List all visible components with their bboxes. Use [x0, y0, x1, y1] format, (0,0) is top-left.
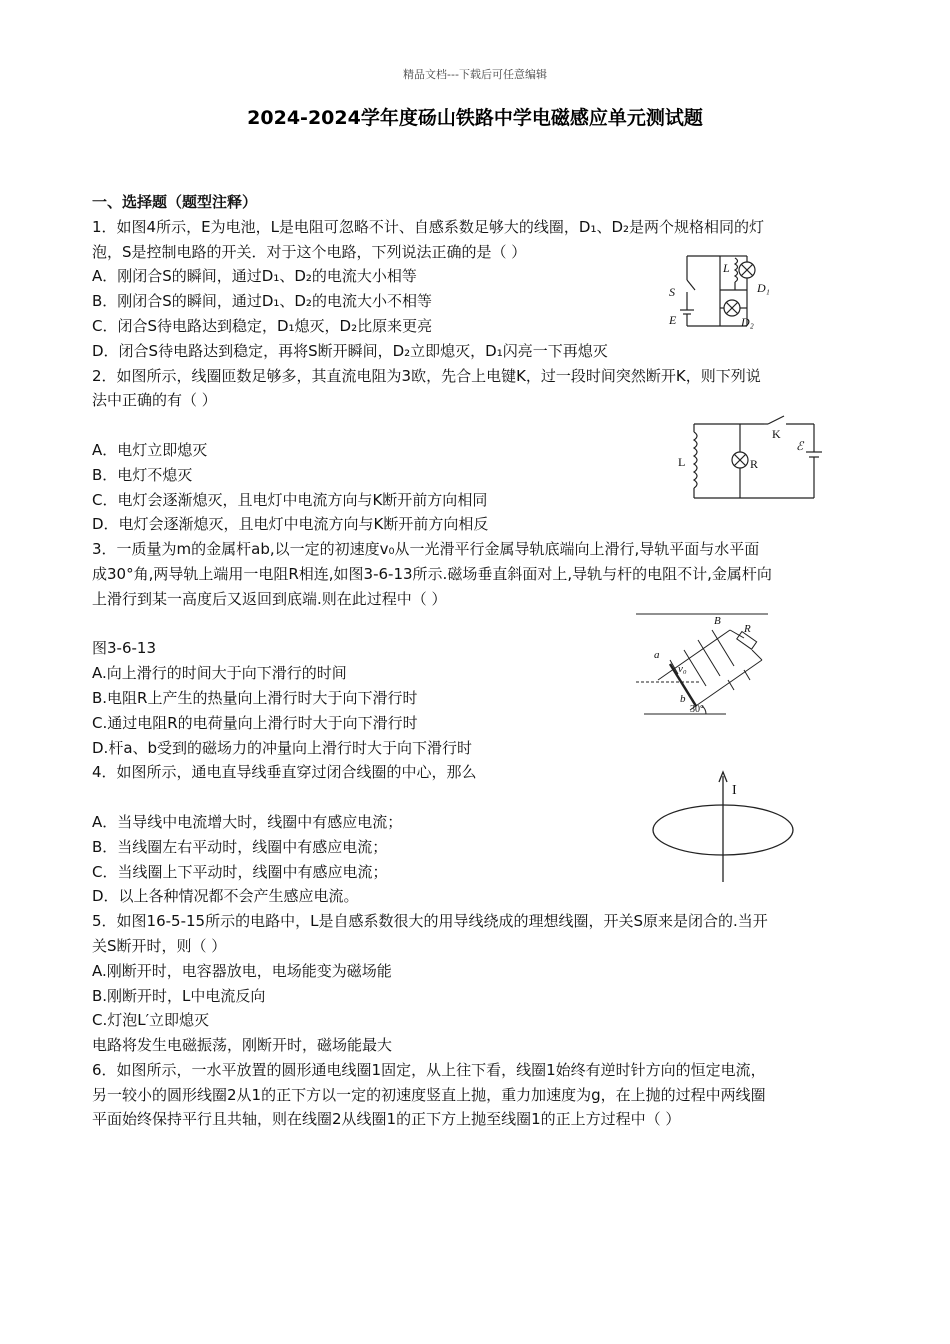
q1-label-E: E [669, 313, 677, 327]
q4-label-current: I [732, 783, 737, 798]
q4-option-c: C．当线圈上下平动时，线圈中有感应电流； [92, 862, 388, 881]
q4-coil-diagram [650, 766, 800, 884]
q2-circuit-diagram [672, 412, 832, 504]
q1-label-S: S [669, 285, 675, 299]
q3-label-R: R [744, 623, 751, 635]
q1-label-D2: D₂ [741, 315, 754, 329]
q2-stem-line1: 2．如图所示，线圈匝数足够多，其直流电阻为3欧，先合上电键K，过一段时间突然断开K，则下列说 [92, 366, 761, 385]
q3-label-angle: 30° [690, 704, 704, 715]
q5-option-d: 电路将发生电磁振荡，刚断开时，磁场能最大 [92, 1036, 393, 1055]
q6-stem-line1: 6．如图所示，一水平放置的圆形通电线圈1固定，从上往下看，线圈1始终有逆时针方向的恒定电流， [92, 1060, 766, 1079]
q2-label-K: K [772, 427, 781, 441]
q1-label-D1: D₁ [757, 281, 770, 295]
q6-stem-line2: 另一较小的圆形线圈2从1的正下方以一定的初速度竖直上抛，重力加速度为g，在上抛的过程中两线圈 [92, 1085, 766, 1104]
q1-label-L: L [723, 261, 730, 275]
q2-option-b: B．电灯不熄灭 [92, 465, 193, 484]
q1-option-b: B．刚闭合S的瞬间，通过D₁、D₂的电流大小不相等 [92, 292, 432, 311]
q3-figure-caption: 图3-6-13 [92, 639, 156, 658]
header-note: 精品文档---下载后可任意编辑 [403, 68, 547, 81]
q5-stem-line2: 关S断开时，则（ ） [92, 936, 227, 955]
q1-option-c: C．闭合S待电路达到稳定，D₁熄灭，D₂比原来更亮 [92, 316, 433, 335]
q4-option-a: A．当导线中电流增大时，线圈中有感应电流； [92, 812, 403, 831]
q2-label-R: R [750, 457, 759, 471]
q2-option-c: C．电灯会逐渐熄灭，且电灯中电流方向与K断开前方向相同 [92, 490, 488, 509]
q1-option-a: A．刚闭合S的瞬间，通过D₁、D₂的电流大小相等 [92, 267, 417, 286]
q5-stem-line1: 5．如图16-5-15所示的电路中，L是自感系数很大的用导线绕成的理想线圈，开关S原来是闭合的.当开 [92, 912, 768, 931]
q4-option-b: B．当线圈左右平动时，线圈中有感应电流； [92, 837, 388, 856]
q3-label-v0: v₀ [678, 663, 687, 675]
q3-option-d: D.杆a、b受到的磁场力的冲量向上滑行时大于向下滑行时 [92, 738, 473, 757]
q3-incline-figure [634, 610, 770, 720]
q4-coil-figure [650, 766, 800, 884]
q2-label-emf: ℰ [796, 439, 804, 453]
q3-incline-diagram [634, 610, 770, 720]
q3-stem-line2: 成30°角,两导轨上端用一电阻R相连,如图3-6-13所示.磁场垂直斜面对上,导轨与杆的电阻不计,金属杆向 [92, 564, 772, 583]
q3-option-c: C.通过电阻R的电荷量向上滑行时大于向下滑行时 [92, 713, 418, 732]
q4-stem: 4．如图所示，通电直导线垂直穿过闭合线圈的中心，那么 [92, 763, 477, 782]
q1-stem-line1: 1．如图4所示，E为电池，L是电阻可忽略不计、自感系数足够大的线圈，D₁、D₂是两个规格相同的灯 [92, 217, 765, 236]
q3-label-b: b [680, 693, 686, 705]
q1-option-d: D．闭合S待电路达到稳定，再将S断开瞬间，D₂立即熄灭，D₁闪亮一下再熄灭 [92, 341, 608, 360]
q5-option-c: C.灯泡L′立即熄灭 [92, 1011, 210, 1030]
q2-label-L: L [678, 455, 686, 469]
q2-circuit-figure [672, 412, 832, 504]
q3-stem-line3: 上滑行到某一高度后又返回到底端.则在此过程中（ ） [92, 589, 447, 608]
q3-stem-line1: 3．一质量为m的金属杆ab,以一定的初速度v₀从一光滑平行金属导轨底端向上滑行,导轨平面与水平面 [92, 540, 760, 559]
q5-option-a: A.刚断开时，电容器放电，电场能变为磁场能 [92, 961, 392, 980]
section-title: 一、选择题（题型注释） [92, 193, 258, 211]
q5-option-b: B.刚断开时，L中电流反向 [92, 986, 266, 1005]
q1-circuit-diagram [665, 250, 775, 332]
page-title: 2024-2024学年度砀山铁路中学电磁感应单元测试题 [247, 107, 703, 129]
q3-label-a: a [654, 649, 660, 661]
q3-option-b: B.电阻R上产生的热量向上滑行时大于向下滑行时 [92, 688, 418, 707]
q3-option-a: A.向上滑行的时间大于向下滑行的时间 [92, 664, 347, 683]
q4-option-d: D．以上各种情况都不会产生感应电流。 [92, 887, 359, 906]
q3-label-B: B [714, 615, 721, 627]
q2-option-a: A．电灯立即熄灭 [92, 440, 208, 459]
q6-stem-line3: 平面始终保持平行且共轴，则在线圈2从线圈1的正下方上抛至线圈1的正上方过程中（ ） [92, 1110, 681, 1129]
q2-option-d: D．电灯会逐渐熄灭，且电灯中电流方向与K断开前方向相反 [92, 515, 489, 534]
q2-stem-line2: 法中正确的有（ ） [92, 391, 217, 410]
q1-circuit-figure [665, 250, 775, 332]
q1-stem-line2: 泡，S是控制电路的开关．对于这个电路，下列说法正确的是（ ） [92, 242, 527, 261]
